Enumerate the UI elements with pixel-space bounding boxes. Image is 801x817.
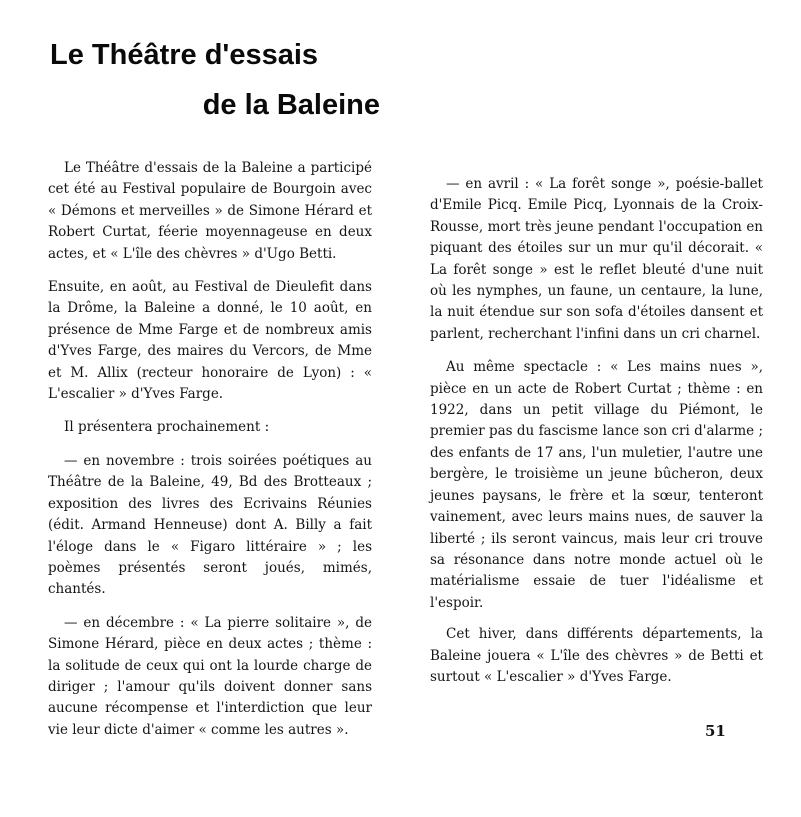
paragraph-decembre: — en décembre : « La pierre solitaire », de Simone Hérard, pièce en deux actes ; thème : la solitude de ceux qui ont la lourde charge de diriger ; l'amour qu'ils doivent donner sans aucune récompense et l'interdiction que leur vie leur dicte d'aimer « comme les autres ». <box>48 614 372 738</box>
paragraph-prochainement: Il présentera prochainement : <box>64 419 270 436</box>
right-column <box>430 174 763 688</box>
paragraph-avril: — en avril : « La forêt songe », poésie-ballet d'Emile Picq. Emile Picq, Lyonnais de la Croix-Rousse, mort très jeune pendant l'occupation en piquant des étoiles sur un mur qu'il décorait. « La forêt songe » est le reflet bleuté d'une nuit où les nymphes, un faune, un centaure, la lune, la nuit étendue sur son sofa d'étoiles dansent et parlent, recherchant l'infini dans un cri charnel. <box>430 176 763 342</box>
paragraph-meme-spectacle: Au même spectacle : « Les mains nues », pièce en un acte de Robert Curtat ; thème : en 1922, dans un petit village du Piémont, le premier pas du fascisme lance son cri d'alarme ; des enfants de 17 ans, l'un muletier, l'autre une bergère, le troisième un jeune bûcheron, deux jeunes paysans, le frère et la sœur, tenteront vainement, avec leurs mains nues, de sauver la liberté ; ils seront vaincus, mais leur cri trouve sa résonance dans notre monde actuel où le matérialisme essaie de tuer l'idéalisme et l'espoir. <box>430 359 763 611</box>
paragraph-bourgoin: Le Théâtre d'essais de la Baleine a participé cet été au Festival populaire de Bourgoin avec « Démons et merveilles » de Simone Hérard et Robert Curtat, féerie moyennageuse en deux actes, et « L'île des chèvres » d'Ugo Betti. <box>48 160 372 262</box>
title-line-2: de la Baleine <box>202 89 380 121</box>
page-number: 51 <box>705 722 726 740</box>
paragraph-dieulefit: Ensuite, en août, au Festival de Dieulefit dans la Drôme, la Baleine a donné, le 10 août, en présence de Mme Farge et de nombreux amis d'Yves Farge, des maires du Vercors, de Mme et M. Allix (recteur honoraire de Lyon) : « L'escalier » d'Yves Farge. <box>48 279 372 403</box>
paragraph-novembre: — en novembre : trois soirées poétiques au Théâtre de la Baleine, 49, Bd des Brotteaux ; exposition des livres des Ecrivains Réunies (édit. Armand Henneuse) dont A. Billy a fait l'éloge dans le « Figaro littéraire » ; les poèmes présentés seront joués, mimés, chantés. <box>48 452 372 598</box>
article-title <box>40 30 380 130</box>
paragraph-hiver: Cet hiver, dans différents départements, la Baleine jouera « L'île des chèvres » de Betti et surtout « L'escalier » d'Yves Farge. <box>430 626 763 685</box>
title-line-1: Le Théâtre d'essais <box>50 39 319 71</box>
left-column <box>48 158 372 741</box>
